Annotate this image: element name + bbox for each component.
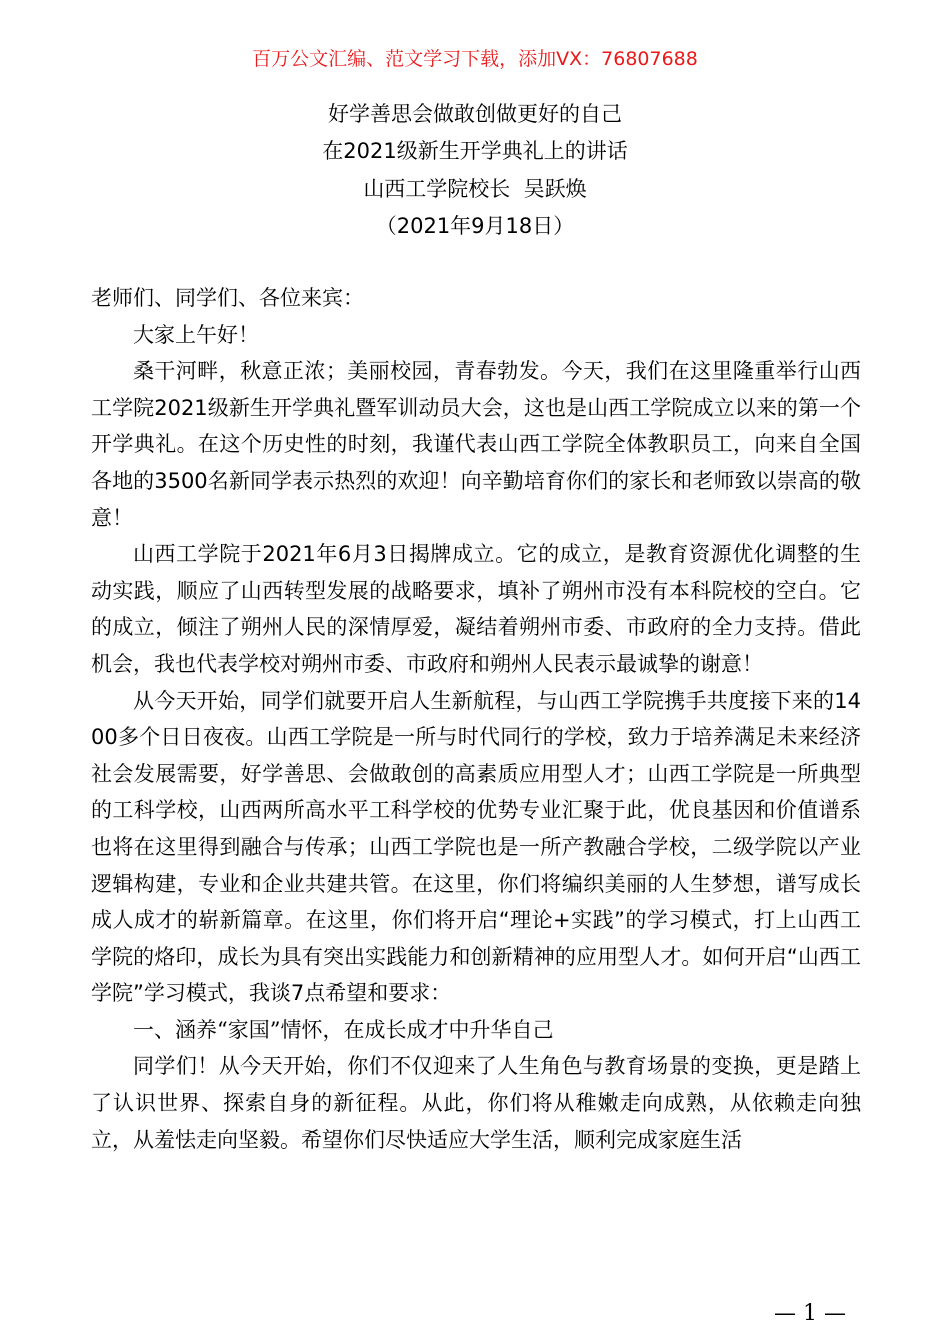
title-block bbox=[0, 96, 950, 245]
paragraph-founding: 山西工学院于2021年6月3日揭牌成立。它的成立，是教育资源优化调整的生动实践，顺应了山西转型发展的战略要求，填补了朔州市没有本科院校的空白。它的成立，倾注了朔州人民的深情厚爱，凝结着朔州市委、市政府的全力支持。借此机会，我也代表学校对朔州市委、市政府和朔州人民表示最诚挚的谢意！ bbox=[91, 542, 861, 676]
greeting: 大家上午好！ bbox=[133, 322, 259, 347]
salutation: 老师们、同学们、各位来宾： bbox=[91, 286, 364, 310]
header-banner: 百万公文汇编、范文学习下载，添加VX：76807688 bbox=[252, 48, 698, 70]
section-heading-1: 一、涵养“家国”情怀，在成长成才中升华自己 bbox=[133, 1017, 554, 1042]
page-number: — 1 — bbox=[774, 1301, 846, 1326]
speech-subtitle: 在2021级新生开学典礼上的讲话 bbox=[322, 139, 628, 164]
paragraph-opening: 桑干河畔，秋意正浓；美丽校园，青春勃发。今天，我们在这里隆重举行山西工学院2021级新生开学典礼暨军训动员大会，这也是山西工学院成立以来的第一个开学典礼。在这个历史性的时刻，我谨代表山西工学院全体教职员工，向来自全国各地的3500名新同学表示热烈的欢迎！向辛勤培育你们的家长和老师致以崇高的敬意！ bbox=[91, 359, 861, 530]
speech-author: 山西工学院校长 吴跃焕 bbox=[363, 176, 587, 201]
paragraph-section-1: 同学们！从今天开始，你们不仅迎来了人生角色与教育场景的变换，更是踏上了认识世界、探索自身的新征程。从此，你们将从稚嫩走向成熟，从依赖走向独立，从羞怯走向坚毅。希望你们尽快适应大学生活，顺利完成家庭生活 bbox=[91, 1054, 861, 1152]
speech-body bbox=[91, 280, 861, 1158]
paragraph-expectations: 从今天开始，同学们就要开启人生新航程，与山西工学院携手共度接下来的1400多个日日夜夜。山西工学院是一所与时代同行的学校，致力于培养满足未来经济社会发展需要，好学善思、会做敢创的高素质应用型人才；山西工学院是一所典型的工科学校，山西两所高水平工科学校的优势专业汇聚于此，优良基因和价值谱系也将在这里得到融合与传承；山西工学院也是一所产教融合学校，二级学院以产业逻辑构建，专业和企业共建共管。在这里，你们将编织美丽的人生梦想，谱写成长成人成才的崭新篇章。在这里，你们将开启“理论+实践”的学习模式，打上山西工学院的烙印，成长为具有突出实践能力和创新精神的应用型人才。如何开启“山西工学院”学习模式，我谈7点希望和要求： bbox=[91, 688, 861, 1006]
speech-date: （2021年9月18日） bbox=[375, 213, 575, 238]
speech-title: 好学善思会做敢创做更好的自己 bbox=[328, 102, 622, 126]
